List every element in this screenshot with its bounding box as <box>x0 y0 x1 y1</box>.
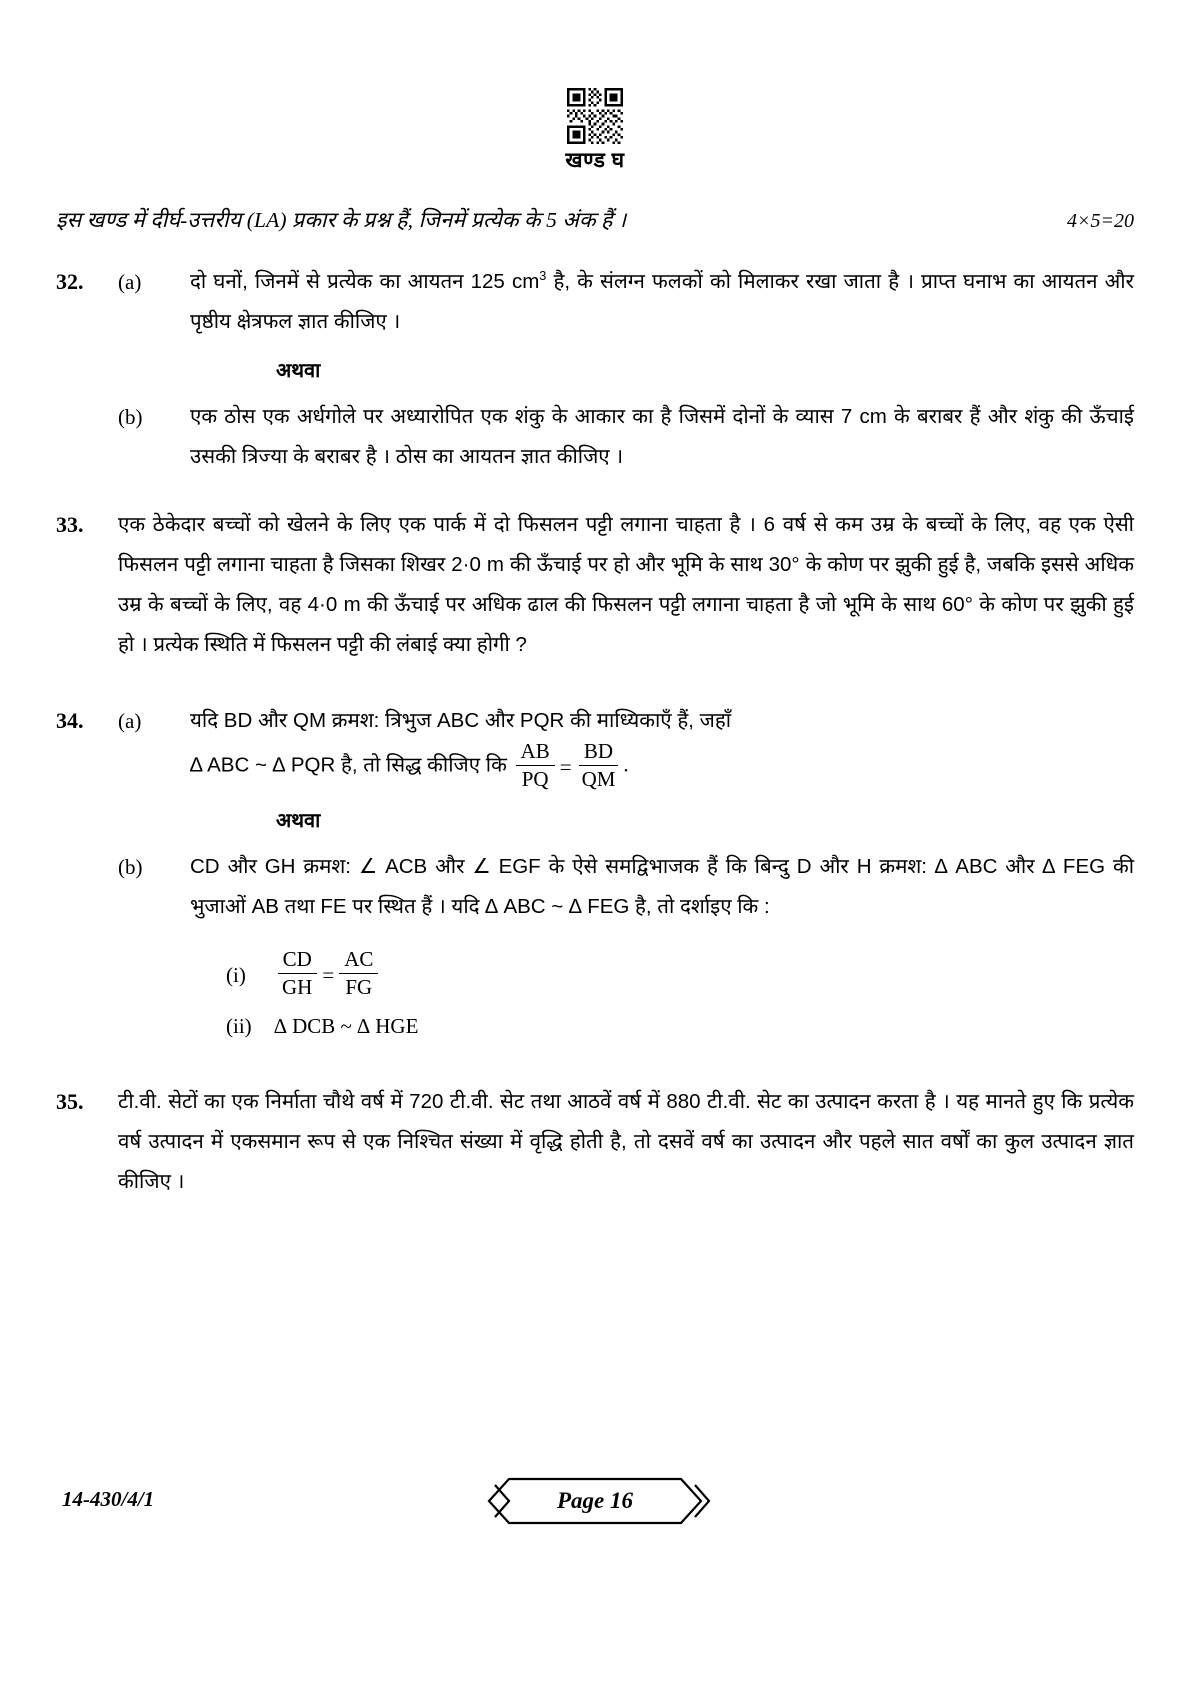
fraction-denominator: QM <box>581 766 616 791</box>
question-number: 35. <box>56 1089 84 1115</box>
spacer <box>56 1046 1134 1082</box>
question-text: एक ठेकेदार बच्चों को खेलने के लिए एक पार्क में दो फिसलन पट्टी लगाना चाहता है । 6 वर्ष से कम उम्र के बच्चों के लिए, वह एक ऐसी फिसलन पट्टी लगाना चाहता है जिसका शिखर 2·0 m की ऊँचाई पर हो और भूमि के साथ 30° के कोण पर झुकी हुई है, जबकि इससे अधिक उम्र के बच्चों के लिए, वह 4·0 m की ऊँचाई पर अधिक ढाल की फिसलन पट्टी लगाना चाहता है जो भूमि के साथ 60° के कोण पर झुकी हुई हो । प्रत्येक स्थिति में फिसलन पट्टी की लंबाई क्या होगी ? <box>118 513 1134 656</box>
part-label: (b) <box>118 405 143 429</box>
equals-sign: = <box>559 754 572 779</box>
proof-statement-prefix: ∆ ABC ~ ∆ PQR है, तो सिद्ध कीजिए कि <box>190 753 513 777</box>
marks-note: 4×5=20 <box>1067 210 1134 232</box>
question-34-part-b <box>56 847 1134 927</box>
instruction-text: इस खण्ड में दीर्घ-उत्तरीय (LA) प्रकार के प्रश्न हैं, जिनमें प्रत्येक के 5 अंक हैं । <box>56 208 627 232</box>
part-label: (b) <box>118 855 143 880</box>
fraction-denominator: PQ <box>521 766 549 791</box>
or-separator-34: अथवा <box>276 810 321 833</box>
question-number: 34. <box>56 708 84 733</box>
question-35 <box>56 1082 1134 1202</box>
equals-sign: = <box>322 962 335 987</box>
question-number: 32. <box>56 269 84 294</box>
paper-code: 14-430/4/1 <box>62 1487 155 1511</box>
question-line-1: यदि BD और QM क्रमश: त्रिभुज ABC और PQR की माध्यिकाएँ हैं, जहाँ <box>190 709 732 732</box>
question-number: 33. <box>56 512 84 537</box>
page-number-label: Page 16 <box>556 1488 633 1513</box>
fraction-bd-qm <box>577 740 621 791</box>
fraction-denominator: FG <box>345 974 373 999</box>
question-text: CD और GH क्रमश: ∠ ACB और ∠ EGF के ऐसे समद्विभाजक हैं कि बिन्दु D और H क्रमश: ∆ ABC और ∆ FEG की भुजाओं AB तथा FE पर स्थित हैं । यदि ∆ ABC ~ ∆ FEG है, तो दर्शाइए कि : <box>190 855 1134 919</box>
qr-code-container <box>0 88 1190 144</box>
page-footer <box>0 1475 1190 1535</box>
qr-code-icon <box>567 88 623 144</box>
question-text-segment-2: है, के संलग्न फलकों को मिलाकर रखा जाता है । प्राप्त घनाभ का आयतन और पृष्ठीय क्षेत्रफल ज्ञात कीजिए । <box>190 270 1134 333</box>
subpart-body: ∆ DCB ~ ∆ HGE <box>274 1014 419 1039</box>
subpart-label: (i) <box>226 962 246 987</box>
spacer <box>56 927 1134 943</box>
fraction-numerator: AC <box>339 948 378 974</box>
question-32-part-b <box>56 397 1134 477</box>
fraction-denominator: GH <box>282 974 313 999</box>
part-label: (a) <box>118 270 142 294</box>
question-text-segment-1: दो घनों, जिनमें से प्रत्येक का आयतन 125 cm <box>190 270 540 293</box>
fraction-cd-gh <box>277 948 317 999</box>
question-34-part-a <box>56 701 1134 792</box>
question-33 <box>56 505 1134 665</box>
instruction-row <box>56 205 1134 234</box>
part-label: (a) <box>118 709 142 733</box>
trailing-punctuation: . <box>623 752 629 777</box>
question-text <box>190 262 1134 342</box>
subpart-container <box>190 943 1134 1046</box>
fraction-numerator: CD <box>278 948 317 974</box>
question-34-subpart-i <box>56 943 1134 1046</box>
section-heading: खण्ड घ <box>565 149 625 172</box>
fraction-numerator: BD <box>579 740 618 766</box>
question-line-2 <box>190 741 1134 792</box>
page-number-banner <box>0 1475 1190 1527</box>
subpart-row <box>190 949 1134 1000</box>
exponent: 3 <box>539 268 547 284</box>
questions-container <box>56 262 1134 1202</box>
spacer <box>56 665 1134 701</box>
fraction-ac-fg <box>339 948 378 999</box>
subpart-label: (ii) <box>226 1014 252 1039</box>
or-separator-32: अथवा <box>276 360 321 382</box>
fraction-numerator: AB <box>516 740 555 766</box>
subpart-body <box>274 949 381 1000</box>
fraction-ab-pq <box>516 740 555 791</box>
question-text <box>190 701 1134 792</box>
question-text: एक ठोस एक अर्धगोले पर अध्यारोपित एक शंकु के आकार का है जिसमें दोनों के व्यास 7 cm के बराबर हैं और शंकु की ऊँचाई उसकी त्रिज्या के बराबर है । ठोस का आयतन ज्ञात कीजिए । <box>190 405 1134 468</box>
question-text: टी.वी. सेटों का एक निर्माता चौथे वर्ष में 720 टी.वी. सेट तथा आठवें वर्ष में 880 टी.वी. सेट का उत्पादन करता है । यह मानते हुए कि प्रत्येक वर्ष उत्पादन में एकसमान रूप से एक निश्चित संख्या में वृद्धि होती है, तो दसवें वर्ष का उत्पादन और पहले सात वर्षों का कुल उत्पादन ज्ञात कीजिए । <box>118 1090 1134 1194</box>
spacer <box>56 477 1134 505</box>
question-32-part-a <box>56 262 1134 342</box>
question-34-subpart-ii <box>190 1006 1134 1046</box>
